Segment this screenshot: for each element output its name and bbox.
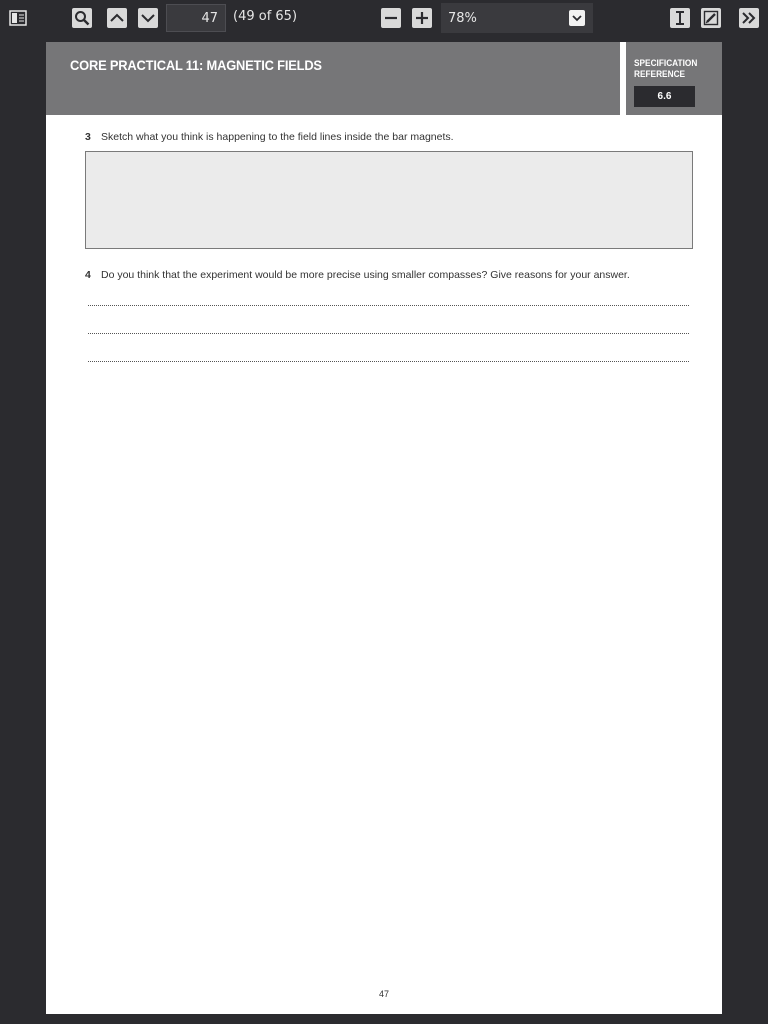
spec-reference-value: 6.6 bbox=[634, 86, 695, 107]
spec-reference-label: SPECIFICATION REFERENCE bbox=[634, 58, 698, 79]
sidebar-icon bbox=[9, 10, 27, 26]
document-page bbox=[46, 42, 722, 1014]
chevron-up-icon bbox=[109, 10, 125, 26]
zoom-out-button[interactable] bbox=[381, 8, 401, 28]
header-band bbox=[46, 42, 620, 115]
more-tools-button[interactable] bbox=[739, 8, 759, 28]
text-cursor-icon bbox=[672, 10, 688, 26]
answer-line bbox=[88, 333, 689, 334]
annotate-tool-button[interactable] bbox=[701, 8, 721, 28]
minus-icon bbox=[383, 10, 399, 26]
spec-reference-panel bbox=[626, 42, 722, 115]
question-number: 3 bbox=[85, 131, 91, 143]
page-number-input[interactable] bbox=[166, 4, 226, 32]
pencil-icon bbox=[703, 10, 719, 26]
search-icon bbox=[74, 10, 90, 26]
plus-icon bbox=[414, 10, 430, 26]
answer-line bbox=[88, 361, 689, 362]
dropdown-chevron-icon bbox=[571, 12, 583, 24]
question-text: Do you think that the experiment would be more precise using smaller compasses? Give reasons for your answer. bbox=[101, 269, 630, 281]
text-select-tool-button[interactable] bbox=[670, 8, 690, 28]
previous-page-button[interactable] bbox=[107, 8, 127, 28]
page-title: CORE PRACTICAL 11: MAGNETIC FIELDS bbox=[70, 57, 322, 73]
zoom-value: 78% bbox=[448, 10, 477, 26]
answer-line bbox=[88, 305, 689, 306]
search-button[interactable] bbox=[72, 8, 92, 28]
sidebar-toggle-button[interactable] bbox=[8, 8, 28, 28]
zoom-dropdown-button[interactable] bbox=[569, 10, 585, 26]
forward-icon bbox=[741, 10, 757, 26]
zoom-in-button[interactable] bbox=[412, 8, 432, 28]
page-count: (49 of 65) bbox=[233, 9, 298, 24]
zoom-select[interactable] bbox=[441, 3, 593, 33]
toolbar bbox=[0, 0, 768, 36]
sketch-answer-box bbox=[85, 151, 693, 249]
question-text: Sketch what you think is happening to the field lines inside the bar magnets. bbox=[101, 131, 454, 143]
chevron-down-icon bbox=[140, 10, 156, 26]
next-page-button[interactable] bbox=[138, 8, 158, 28]
question-number: 4 bbox=[85, 269, 91, 281]
footer-page-number: 47 bbox=[378, 989, 389, 999]
